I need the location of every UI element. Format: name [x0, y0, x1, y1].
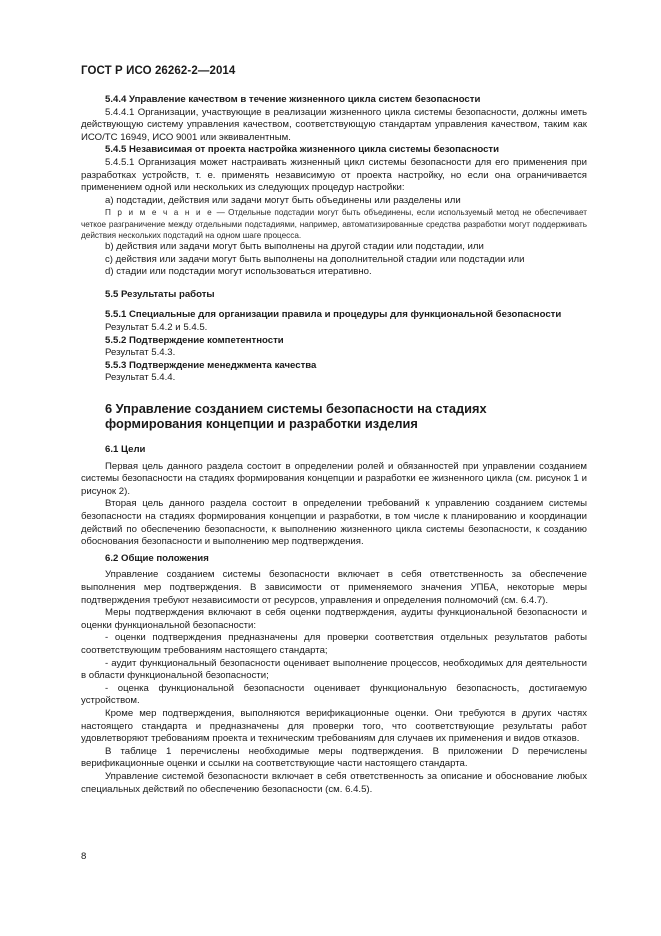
list-item-b: b) действия или задачи могут быть выполнены на другой стадии или подстадии, или [105, 240, 484, 252]
clause-5-4-4-1: 5.4.4.1 Организации, участвующие в реализации жизненного цикла системы безопасности, должны иметь действующую систему управления качеством, соответствующую стандартам управления качеством, таким как ИСО/ТС 16949, ИСО 9001 или эквивалентным. [81, 106, 587, 143]
clause-6-2-paragraph-5: Управление системой безопасности включает в себя ответственность за описание и обоснование любых специальных действий по обеспечению безопасности (см. 6.4.5). [81, 770, 587, 795]
clause-6-2-heading: 6.2 Общие положения [105, 552, 209, 564]
note-block [81, 207, 587, 241]
clause-6-2-paragraph-3: Кроме мер подтверждения, выполняются верификационные оценки. Они требуются в других частях настоящего стандарта и предназначены для проверки того, что соответствующие результаты работ удовлетворяют требованиям проекта и техническим требованиям для случаев их применения и видов отказов. [81, 707, 587, 745]
dash-item-2: - аудит функциональный безопасности оценивает выполнение процессов, необходимых для деятельности в области функциональной безопасности; [81, 657, 587, 682]
clause-5-5-3-heading: 5.5.3 Подтверждение менеджмента качества [105, 359, 317, 371]
clause-5-5-2-heading: 5.5.2 Подтверждение компетентности [105, 334, 284, 346]
clause-5-5-3-text: Результат 5.4.4. [105, 372, 176, 384]
clause-6-2-paragraph-1: Управление созданием системы безопасности включает в себя ответственность за обеспечение выполнения мер подтверждения. В зависимости от применяемого значения УПБА, некоторые меры подтверждения требуют независимости от ресурсов, управления и определения полномочий (см. 6.4.7). [81, 569, 587, 606]
clause-5-5-2-text: Результат 5.4.3. [105, 347, 176, 359]
clause-5-5-1-heading: 5.5.1 Специальные для организации правила и процедуры для функциональной безопасности [105, 309, 562, 321]
dash-item-1: - оценки подтверждения предназначены для проверки соответствия отдельных результатов работы соответствующим требованиям настоящего стандарта; [81, 632, 587, 656]
note-label: П р и м е ч а н и е [105, 208, 214, 218]
list-item-d: d) стадии или подстадии могут использоваться итеративно. [105, 266, 372, 278]
clause-5-5-heading: 5.5 Результаты работы [105, 288, 215, 300]
clause-5-4-5-heading: 5.4.5 Независимая от проекта настройка жизненного цикла системы безопасности [105, 144, 500, 156]
clause-5-5-1-text: Результат 5.4.2 и 5.4.5. [105, 321, 208, 333]
section-6-heading: 6 Управление созданием системы безопасности на стадиях формирования концепции и разработки изделия [105, 400, 487, 432]
list-item-c: c) действия или задачи могут быть выполнены на дополнительной стадии или подстадии или [105, 253, 525, 265]
clause-5-4-5-1: 5.4.5.1 Организация может настраивать жизненный цикл системы безопасности для его применения при разработках устройств, т. е. применять независимую от проекта настройку, но если она ограничивается применением одной или нескольких из следующих процедур настройки: [81, 156, 587, 194]
clause-6-2-paragraph-4: В таблице 1 перечислены необходимые меры подтверждения. В приложении D перечислены верификационные оценки и ссылки на соответствующие части настоящего стандарта. [81, 745, 587, 770]
clause-6-1-heading: 6.1 Цели [105, 444, 146, 456]
dash-item-3: - оценка функциональной безопасности оценивает функциональную безопасность, достигаемую устройством. [81, 682, 587, 707]
clause-5-4-4-heading: 5.4.4 Управление качеством в течение жизненного цикла систем безопасности [105, 94, 481, 105]
note-text: — Отдельные подстадии могут быть объединены, если используемый метод не обеспечивает четкое разграничение между отдельными подстадиями, например, автоматизированные средства разработки могут поддерживать действия нескольких подстадий на одном шаге процесса. [81, 208, 587, 240]
clause-6-1-paragraph-2: Вторая цель данного раздела состоит в определении требований к управлению созданием системы безопасности на стадиях формирования концепции и разработки, в том числе к планированию и координации действий по обеспечению безопасности, к выполнению жизненного цикла системы безопасности, к созданию обоснования безопасности и выполнению мер подтверждения. [81, 498, 587, 548]
list-item-a: a) подстадии, действия или задачи могут быть объединены или разделены или [105, 194, 461, 206]
document-header: ГОСТ Р ИСО 26262-2—2014 [81, 65, 236, 77]
clause-6-2-paragraph-2: Меры подтверждения включают в себя оценки подтверждения, аудиты функциональной безопасности и оценки функциональной безопасности: [81, 607, 587, 631]
page-number: 8 [81, 851, 87, 862]
document-body [81, 94, 587, 796]
clause-6-1-paragraph-1: Первая цель данного раздела состоит в определении ролей и обязанностей при управлении созданием системы безопасности на стадиях формирования концепции и разработки ее жизненного цикла (см. рисунок 1 и рисунок 2). [81, 460, 587, 497]
